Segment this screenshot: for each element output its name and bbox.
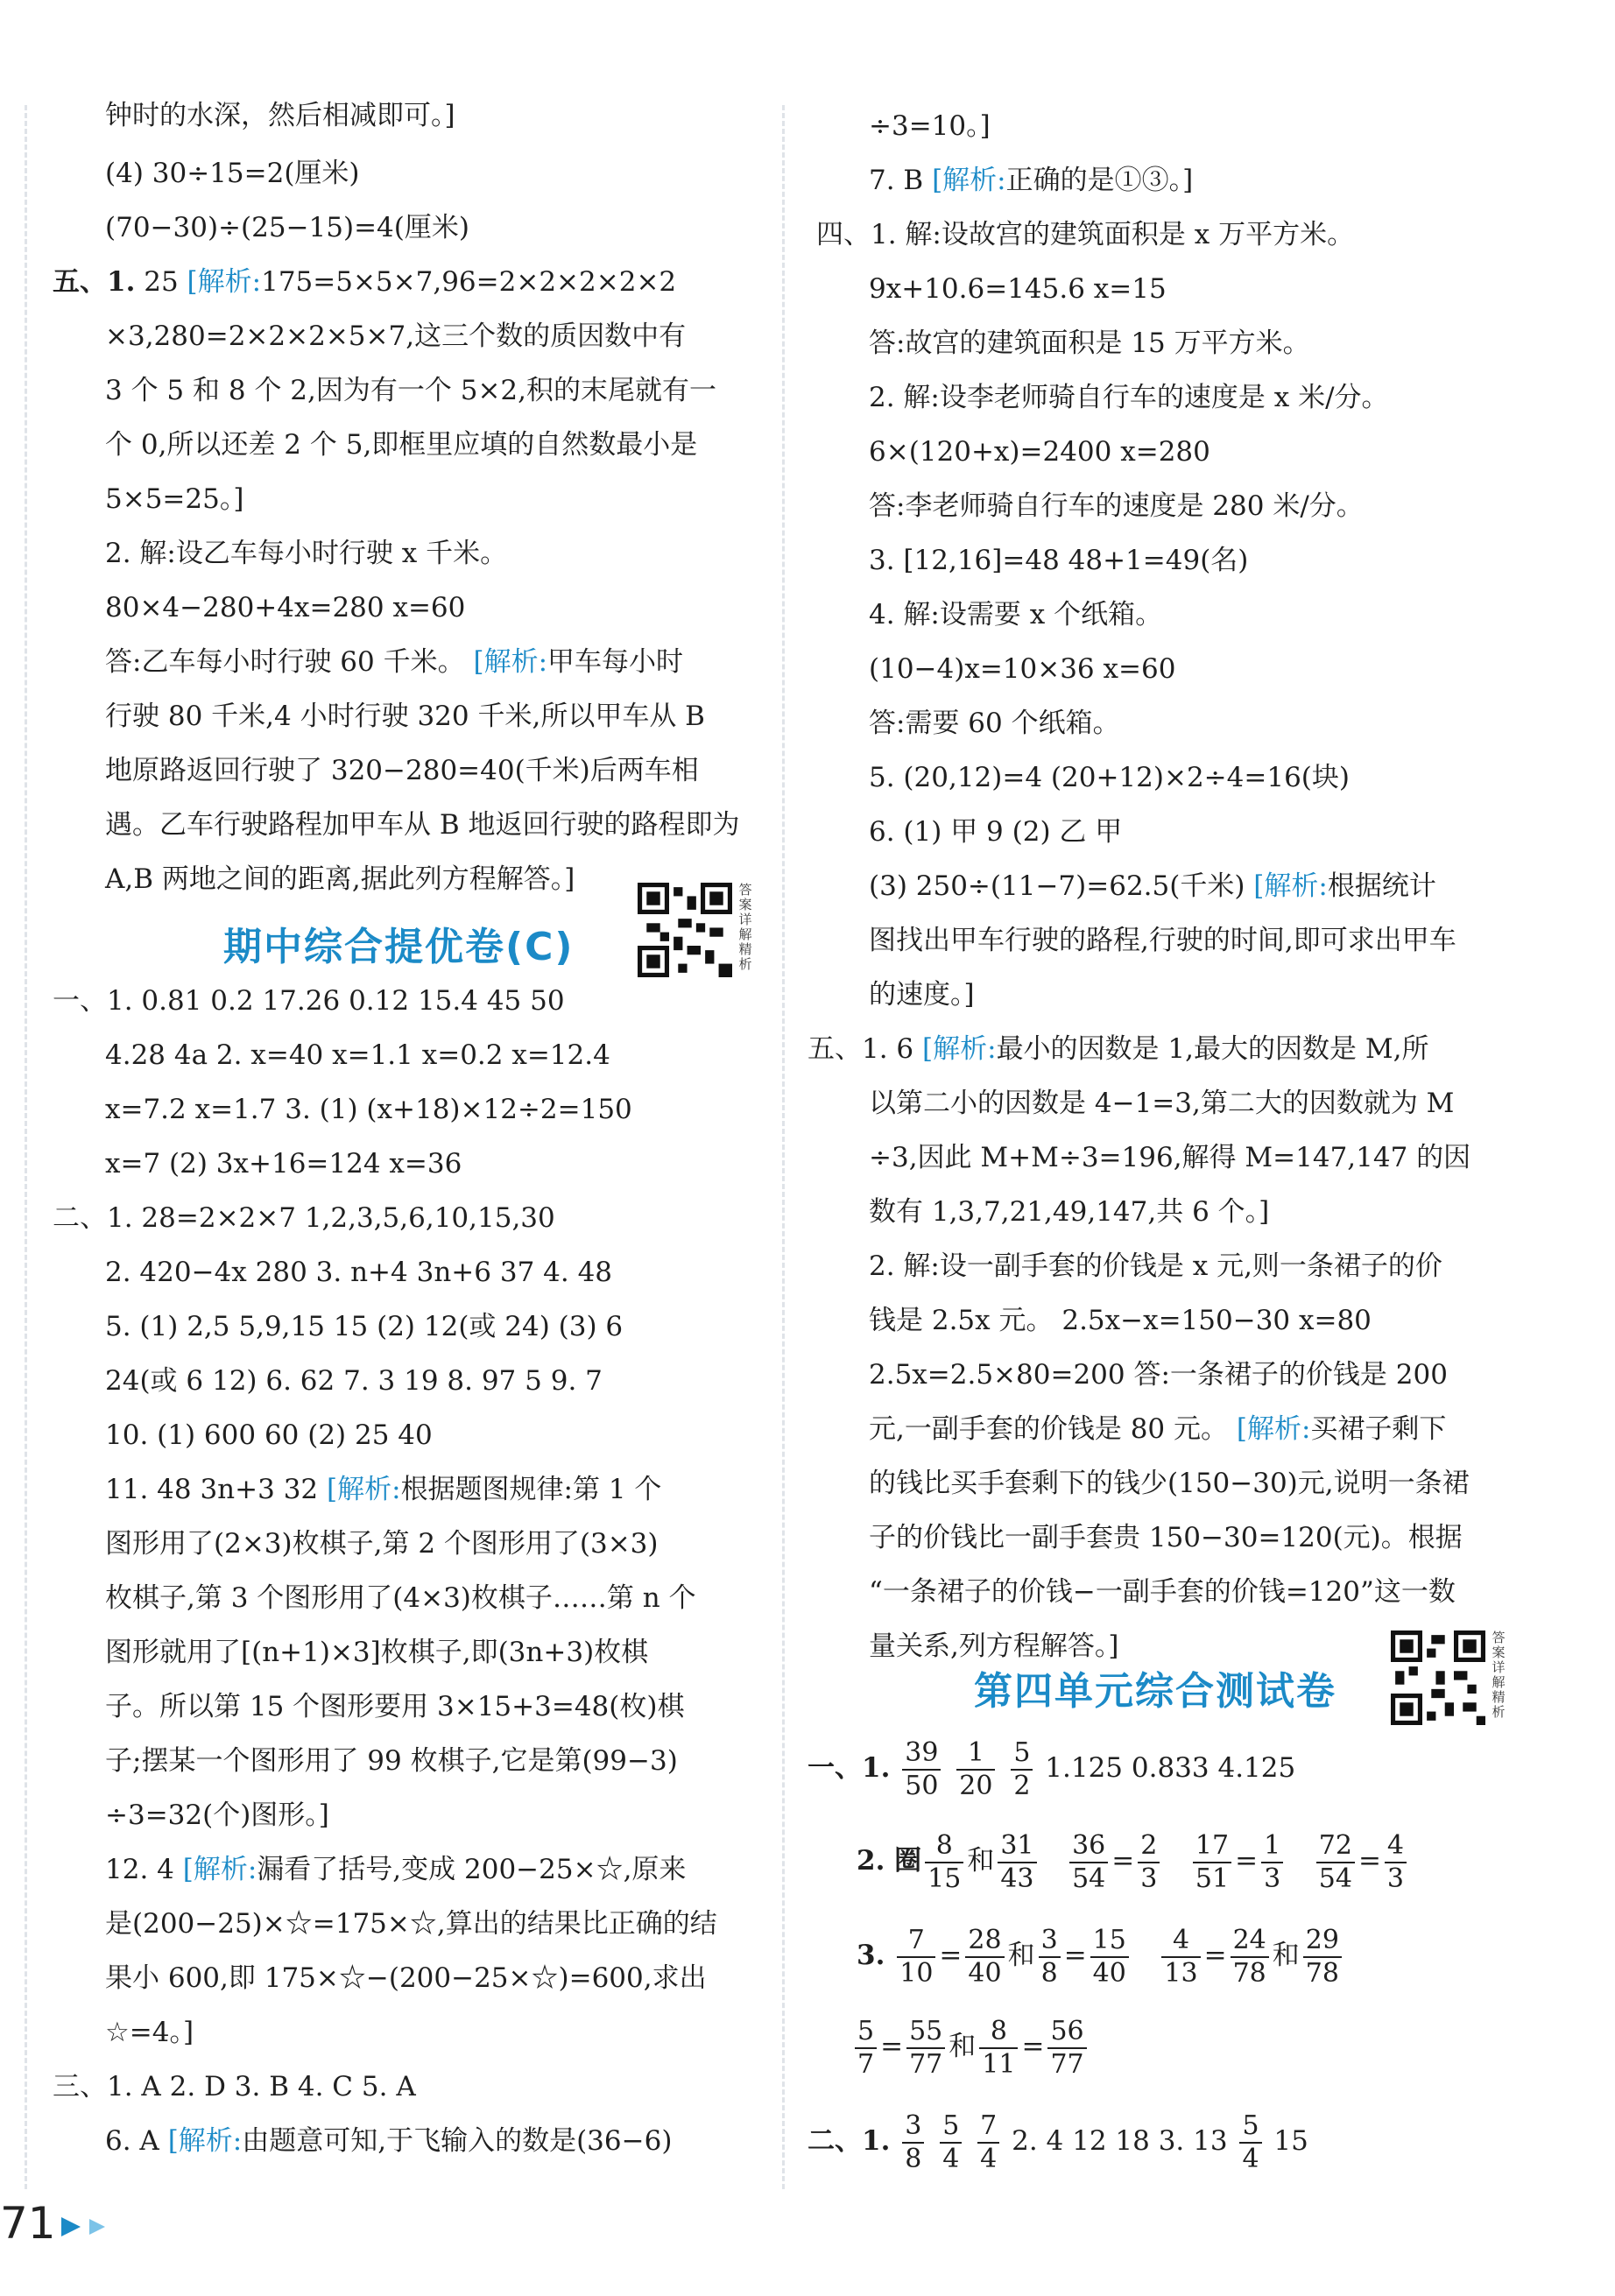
numerator: 8 xyxy=(979,2018,1018,2049)
text-line: 遇。乙车行驶路程加甲车从 B 地返回行驶的路程即为 xyxy=(105,809,740,841)
numerator: 39 xyxy=(902,1740,941,1771)
denominator: 77 xyxy=(909,2048,943,2080)
section-number: 二、1. xyxy=(808,2125,891,2157)
text-line: 80×4−280+4x=280 x=60 xyxy=(105,592,466,623)
numerator: 7 xyxy=(897,1927,935,1958)
text-line: 四、1. 解:设故宫的建筑面积是 x 万平方米。 xyxy=(816,219,1355,250)
answer-text: 答:乙车每小时行驶 60 千米。 xyxy=(105,646,465,678)
text-line xyxy=(869,1412,1446,1447)
denominator: 4 xyxy=(942,2143,960,2174)
equals-sign: = xyxy=(880,2031,904,2062)
numerator: 5 xyxy=(1011,1740,1033,1771)
fraction xyxy=(1385,1829,1407,1894)
analysis-label: [解析: xyxy=(167,2125,243,2157)
denominator: 4 xyxy=(980,2143,998,2174)
fraction xyxy=(1231,1924,1269,1989)
analysis-label: [解析: xyxy=(932,165,1006,196)
answer-text: 五、1. 6 xyxy=(808,1033,914,1065)
analysis-text: 漏看了括号,变成 200−25×☆,原来 xyxy=(257,1854,687,1885)
fraction xyxy=(1161,1924,1200,1989)
text-line xyxy=(808,1032,1428,1067)
text-line: x=7 (2) 3x+16=124 x=36 xyxy=(105,1148,462,1180)
fraction xyxy=(940,2109,962,2174)
fraction xyxy=(1069,1829,1108,1894)
text-line: 钟时的水深，然后相减即可。] xyxy=(105,100,455,131)
numerator: 4 xyxy=(1161,1927,1200,1958)
text-line: 9x+10.6=145.6 x=15 xyxy=(869,273,1167,305)
text-line: ÷3=32(个)图形。] xyxy=(105,1799,329,1831)
equals-sign: = xyxy=(1235,1845,1259,1877)
analysis-text: 正确的是①③。] xyxy=(1005,165,1194,196)
text-line xyxy=(105,1852,686,1887)
qr-code-icon xyxy=(638,883,732,977)
text-line: 24(或 6 12) 6. 62 7. 3 19 8. 97 5 9. 7 xyxy=(105,1365,603,1397)
text-line: 是(200−25)×☆=175×☆,算出的结果比正确的结 xyxy=(105,1908,717,1940)
denominator: 43 xyxy=(1000,1863,1034,1894)
text-line: 2. 解:设乙车每小时行驶 x 千米。 xyxy=(105,538,508,569)
numerator: 5 xyxy=(855,2018,877,2049)
analysis-label: [解析: xyxy=(922,1033,997,1065)
text-line: 的钱比买手套剩下的钱少(150−30)元,说明一条裙 xyxy=(869,1468,1470,1499)
column-divider xyxy=(782,105,785,2189)
text-line: 的速度。] xyxy=(869,979,975,1011)
text-line: 4.28 4a 2. x=40 x=1.1 x=0.2 x=12.4 xyxy=(105,1039,610,1071)
analysis-text: 最小的因数是 1,最大的因数是 M,所 xyxy=(996,1033,1429,1065)
equals-sign: = xyxy=(939,1940,963,1971)
text-line: 10. (1) 600 60 (2) 25 40 xyxy=(105,1419,433,1451)
fraction xyxy=(1011,1736,1033,1801)
connector: 和 xyxy=(949,2031,977,2062)
fraction xyxy=(998,1829,1036,1894)
analysis-label: [解析: xyxy=(473,646,548,678)
text-line xyxy=(869,163,1193,198)
denominator: 3 xyxy=(1140,1863,1158,1894)
qr-note: 答案详解精析 xyxy=(738,882,752,972)
analysis-text: 买裙子剩下 xyxy=(1310,1413,1447,1445)
numerator: 8 xyxy=(925,1833,963,1863)
denominator: 20 xyxy=(959,1770,993,1801)
fraction xyxy=(897,1924,935,1989)
text-line: 二、1. 28=2×2×7 1,2,3,5,6,10,15,30 xyxy=(53,1202,555,1234)
fraction xyxy=(965,1924,1004,1989)
text-line: 5. (1) 2,5 5,9,15 15 (2) 12(或 24) (3) 6 xyxy=(105,1311,624,1342)
text-line xyxy=(105,644,683,680)
numerator: 2 xyxy=(1138,1833,1160,1863)
analysis-text: 175=5×5×7,96=2×2×2×2×2 xyxy=(261,266,677,298)
text-line: 图形用了(2×3)枚棋子,第 2 个图形用了(3×3) xyxy=(105,1528,659,1560)
fraction xyxy=(979,2015,1018,2080)
answer-text: 6. A xyxy=(105,2125,159,2157)
numerator: 17 xyxy=(1193,1833,1231,1863)
numerator: 5 xyxy=(940,2113,962,2144)
text-line: 以第二小的因数是 4−1=3,第二大的因数就为 M xyxy=(869,1088,1455,1119)
numerator: 1 xyxy=(956,1740,995,1771)
numerator: 31 xyxy=(998,1833,1036,1863)
denominator: 54 xyxy=(1318,1863,1352,1894)
qr-note: 答案详解精析 xyxy=(1492,1630,1506,1720)
text-line: 2. 420−4x 280 3. n+4 3n+6 37 4. 48 xyxy=(105,1257,613,1288)
analysis-text: 根据统计 xyxy=(1327,870,1436,902)
analysis-label: [解析: xyxy=(1236,1413,1311,1445)
text-line: x=7.2 x=1.7 3. (1) (x+18)×12÷2=150 xyxy=(105,1094,632,1125)
text-line: 子。所以第 15 个图形要用 3×15+3=48(枚)棋 xyxy=(105,1691,685,1722)
text-line: (10−4)x=10×36 x=60 xyxy=(869,653,1176,685)
section-number: 3. xyxy=(857,1940,885,1971)
fraction xyxy=(1193,1829,1231,1894)
text-line: 答:故宫的建筑面积是 15 万平方米。 xyxy=(869,327,1310,359)
text-line: 枚棋子,第 3 个图形用了(4×3)枚棋子……第 n 个 xyxy=(105,1582,696,1614)
text-line: 图找出甲车行驶的路程,行驶的时间,即可求出甲车 xyxy=(869,925,1456,956)
fraction xyxy=(855,2015,877,2080)
text-line: 子的价钱比一副手套贵 150−30=120(元)。根据 xyxy=(869,1522,1463,1553)
denominator: 3 xyxy=(1264,1863,1281,1894)
page-arrows-icon xyxy=(60,2215,116,2238)
text-line: 答:李老师骑自行车的速度是 280 米/分。 xyxy=(869,490,1364,522)
section-number: 五、1. xyxy=(53,266,136,298)
fraction xyxy=(1261,1829,1283,1894)
numerator: 4 xyxy=(1385,1833,1407,1863)
analysis-text: 甲车每小时 xyxy=(547,646,684,678)
section-number: 一、1. xyxy=(808,1752,891,1784)
page-border-left xyxy=(25,105,27,2189)
answer-text: (3) 250÷(11−7)=62.5(千米) xyxy=(869,870,1245,902)
text-line: 地原路返回行驶了 320−280=40(千米)后两车相 xyxy=(105,755,699,786)
answer-text: 元,一副手套的价钱是 80 元。 xyxy=(869,1413,1229,1445)
fraction xyxy=(1138,1829,1160,1894)
text-line: 个 0,所以还差 2 个 5,即框里应填的自然数最小是 xyxy=(105,429,698,461)
denominator: 7 xyxy=(857,2048,875,2080)
fraction xyxy=(925,1829,963,1894)
denominator: 78 xyxy=(1305,1957,1339,1989)
equals-sign: = xyxy=(1358,1845,1381,1877)
answer-text: 1.125 0.833 4.125 xyxy=(1045,1752,1296,1784)
fraction xyxy=(956,1736,995,1801)
text-line: 6. (1) 甲 9 (2) 乙 甲 xyxy=(869,816,1123,848)
text-line: (70−30)÷(25−15)=4(厘米) xyxy=(105,212,469,243)
qr-code-icon xyxy=(1391,1630,1485,1725)
fraction xyxy=(1047,2015,1086,2080)
text-line: 量关系,列方程解答。] xyxy=(869,1630,1119,1662)
text-line: “一条裙子的价钱−一副手套的价钱=120”这一数 xyxy=(869,1576,1456,1608)
analysis-label: [解析: xyxy=(1253,870,1328,902)
denominator: 40 xyxy=(1092,1957,1126,1989)
fraction xyxy=(902,1736,941,1801)
analysis-label: [解析: xyxy=(187,266,262,298)
connector: 和 xyxy=(967,1845,995,1877)
numerator: 28 xyxy=(965,1927,1004,1958)
text-line: 3 个 5 和 8 个 2,因为有一个 5×2,积的末尾就有一 xyxy=(105,375,716,406)
section-heading-unit-four: 第四单元综合测试卷 xyxy=(974,1669,1336,1714)
text-line: ☆=4。] xyxy=(105,2017,194,2048)
text-line: 2. 解:设李老师骑自行车的速度是 x 米/分。 xyxy=(869,382,1389,413)
text-line: ÷3=10。] xyxy=(869,110,991,142)
denominator: 8 xyxy=(1040,1957,1058,1989)
numerator: 36 xyxy=(1069,1833,1108,1863)
text-line: ÷3,因此 M+M÷3=196,解得 M=147,147 的因 xyxy=(869,1142,1471,1173)
fraction xyxy=(1090,1924,1129,1989)
text-line xyxy=(53,264,676,299)
fraction xyxy=(977,2109,999,2174)
analysis-text: 根据题图规律:第 1 个 xyxy=(400,1474,662,1505)
text-line: 果小 600,即 175×☆−(200−25×☆)=600,求出 xyxy=(105,1962,707,1994)
denominator: 8 xyxy=(905,2143,922,2174)
numerator: 55 xyxy=(906,2018,945,2049)
fraction-line xyxy=(851,2014,1090,2079)
text-line: 数有 1,3,7,21,49,147,共 6 个。] xyxy=(869,1196,1270,1228)
fraction xyxy=(1316,1829,1355,1894)
denominator: 10 xyxy=(899,1957,934,1989)
text-line: 4. 解:设需要 x 个纸箱。 xyxy=(869,599,1163,630)
fraction-line xyxy=(857,1828,1410,1893)
fraction xyxy=(1039,1924,1061,1989)
text-line: ×3,280=2×2×2×5×7,这三个数的质因数中有 xyxy=(105,320,687,352)
denominator: 3 xyxy=(1386,1863,1405,1894)
text-line: 一、1. 0.81 0.2 17.26 0.12 15.4 45 50 xyxy=(53,985,565,1017)
text-line: 3. [12,16]=48 48+1=49(名) xyxy=(869,545,1249,576)
connector: 和 xyxy=(1272,1940,1300,1971)
answer: 25 xyxy=(144,266,179,298)
text-line xyxy=(869,869,1436,904)
fraction xyxy=(1303,1924,1342,1989)
fraction-line xyxy=(808,2109,1308,2173)
equals-sign: = xyxy=(1203,1940,1227,1971)
fraction-line xyxy=(857,1923,1345,1988)
text-line: 答:需要 60 个纸箱。 xyxy=(869,708,1120,739)
section-heading-midterm-c: 期中综合提优卷(C) xyxy=(223,925,575,969)
text-line: 2. 解:设一副手套的价钱是 x 元,则一条裙子的价 xyxy=(869,1250,1442,1282)
text-line: 5. (20,12)=4 (20+12)×2÷4=16(块) xyxy=(869,762,1350,793)
answer-text: 2. 4 12 18 3. 13 xyxy=(1012,2125,1228,2157)
numerator: 3 xyxy=(902,2113,924,2144)
connector: 和 xyxy=(1007,1940,1035,1971)
fraction xyxy=(1239,2109,1261,2174)
denominator: 11 xyxy=(982,2048,1016,2080)
answer-text: 7. B xyxy=(869,165,924,196)
denominator: 50 xyxy=(905,1770,939,1801)
answer-text: 15 xyxy=(1273,2125,1308,2157)
answer-text: 11. 48 3n+3 32 xyxy=(105,1474,319,1505)
text-line: 6×(120+x)=2400 x=280 xyxy=(869,436,1210,468)
denominator: 2 xyxy=(1013,1770,1031,1801)
text-line: (4) 30÷15=2(厘米) xyxy=(105,158,360,189)
analysis-label: [解析: xyxy=(182,1854,257,1885)
text-line: 钱是 2.5x 元。 2.5x−x=150−30 x=80 xyxy=(869,1305,1372,1336)
numerator: 5 xyxy=(1239,2113,1261,2144)
text-line: 图形就用了[(n+1)×3]枚棋子,即(3n+3)枚棋 xyxy=(105,1637,649,1668)
section-number: 2. 圈 xyxy=(857,1845,922,1877)
text-line: 行驶 80 千米,4 小时行驶 320 千米,所以甲车从 B xyxy=(105,701,705,732)
numerator: 15 xyxy=(1090,1927,1129,1958)
analysis-text: 由题意可知,于飞输入的数是(36−6) xyxy=(242,2125,673,2157)
analysis-label: [解析: xyxy=(327,1474,401,1505)
equals-sign: = xyxy=(1111,1845,1135,1877)
denominator: 15 xyxy=(927,1863,962,1894)
fraction xyxy=(902,2109,924,2174)
numerator: 24 xyxy=(1231,1927,1269,1958)
numerator: 29 xyxy=(1303,1927,1342,1958)
text-line xyxy=(105,2123,672,2159)
text-line: A,B 两地之间的距离,据此列方程解答。] xyxy=(105,863,575,895)
fraction-line xyxy=(808,1736,1295,1800)
numerator: 7 xyxy=(977,2113,999,2144)
denominator: 77 xyxy=(1050,2048,1084,2080)
denominator: 13 xyxy=(1164,1957,1198,1989)
text-line: 2.5x=2.5×80=200 答:一条裙子的价钱是 200 xyxy=(869,1359,1448,1391)
denominator: 40 xyxy=(968,1957,1002,1989)
numerator: 72 xyxy=(1316,1833,1355,1863)
equals-sign: = xyxy=(1021,2031,1045,2062)
text-line: 三、1. A 2. D 3. B 4. C 5. A xyxy=(53,2071,416,2102)
text-line: 子;摆某一个图形用了 99 枚棋子,它是第(99−3) xyxy=(105,1745,678,1777)
denominator: 78 xyxy=(1232,1957,1266,1989)
fraction xyxy=(906,2015,945,2080)
denominator: 54 xyxy=(1072,1863,1106,1894)
answer-text: 12. 4 xyxy=(105,1854,174,1885)
numerator: 3 xyxy=(1039,1927,1061,1958)
text-line: 5×5=25。] xyxy=(105,483,244,515)
equals-sign: = xyxy=(1063,1940,1087,1971)
page-number: 71 xyxy=(0,2198,56,2249)
denominator: 4 xyxy=(1242,2143,1259,2174)
numerator: 56 xyxy=(1047,2018,1086,2049)
text-line xyxy=(105,1472,661,1507)
denominator: 51 xyxy=(1195,1863,1230,1894)
numerator: 1 xyxy=(1261,1833,1283,1863)
